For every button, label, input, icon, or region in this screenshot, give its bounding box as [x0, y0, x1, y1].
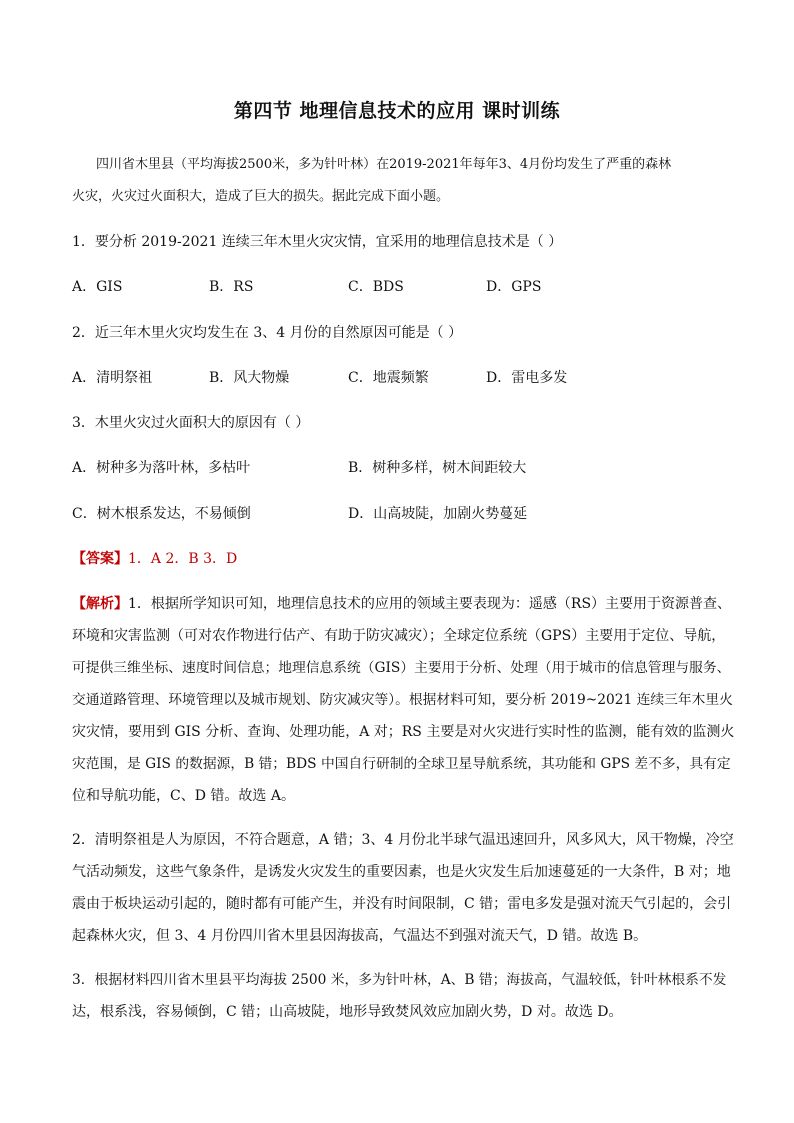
analysis-p1-line-3: 可提供三维坐标、速度时间信息；地理信息系统（GIS）主要用于分析、处理（用于城市的信息管理与服务、	[72, 660, 731, 676]
question-3-option-b: B．树种多样，树木间距较大	[348, 460, 527, 476]
analysis-line-1	[72, 594, 732, 614]
question-2-option-c: C．地震频繁	[348, 370, 429, 386]
question-3-option-c: C．树木根系发达，不易倾倒	[72, 506, 251, 522]
analysis-p1-line-5: 灾灾情，要用到 GIS 分析、查询、处理功能，A 对；RS 主要是对火灾进行实时性的监测，能有效的监测火	[72, 724, 735, 740]
analysis-p3-line-1: 3．根据材料四川省木里县平均海拔 2500 米，多为针叶林，A、B 错；海拔高，气温较低，针叶林根系不发	[72, 972, 727, 988]
analysis-p1-line-1: 1．根据所学知识可知，地理信息技术的应用的领域主要表现为：遥感（RS）主要用于资源普查、	[128, 596, 732, 612]
question-1-option-a: A．GIS	[72, 279, 123, 295]
answer-label: 【答案】	[72, 551, 128, 567]
analysis-p2-line-4: 起森林火灾，但 3、4 月份四川省木里县因海拔高，气温达不到强对流天气，D 错。故选 B。	[72, 928, 648, 944]
question-2-option-a: A．清明祭祖	[72, 370, 153, 386]
analysis-label: 【解析】	[72, 596, 128, 612]
question-2-option-b: B．风大物燥	[209, 370, 290, 386]
question-3-option-d: D．山高坡陡，加剧火势蔓延	[348, 506, 528, 522]
question-3-stem: 3．木里火灾过火面积大的原因有（ ）	[72, 415, 310, 431]
question-3-option-a: A．树种多为落叶林，多枯叶	[72, 460, 251, 476]
analysis-p1-line-4: 交通道路管理、环境管理以及城市规划、防灾减灾等）。根据材料可知，要分析 2019~2021 连续三年木里火	[72, 692, 733, 708]
question-1-option-d: D．GPS	[486, 279, 542, 295]
intro-line-1: 四川省木里县（平均海拔2500米，多为针叶林）在2019-2021年每年3、4月份均发生了严重的森林	[96, 157, 672, 172]
analysis-p2-line-1: 2．清明祭祖是人为原因，不符合题意，A 错；3、4 月份北半球气温迅速回升，风多风大，风干物燥，冷空	[72, 832, 734, 848]
analysis-p2-line-2: 气活动频发，这些气象条件，是诱发火灾发生的重要因素，也是火灾发生后加速蔓延的一大条件，B 对；地	[72, 864, 731, 880]
analysis-p3-line-2: 达，根系浅，容易倾倒，C 错；山高坡陡，地形导致焚风效应加剧火势，D 对。故选 D。	[72, 1004, 623, 1020]
intro-line-2: 火灾，火灾过火面积大，造成了巨大的损失。据此完成下面小题。	[72, 189, 450, 204]
analysis-p1-line-2: 环境和灾害监测（可对农作物进行估产、有助于防灾减灾）；全球定位系统（GPS）主要用于定位、导航，	[72, 628, 726, 644]
analysis-p2-line-3: 震由于板块运动引起的，随时都有可能产生，并没有时间限制，C 错；雷电多发是强对流天气引起的，会引	[72, 896, 732, 912]
question-1-stem: 1．要分析 2019-2021 连续三年木里火灾灾情，宜采用的地理信息技术是（ ）	[72, 234, 563, 250]
analysis-p1-line-7: 位和导航功能，C、D 错。故选 A。	[72, 788, 295, 804]
answer-text: 1．A 2．B 3．D	[128, 551, 238, 567]
question-2-stem: 2．近三年木里火灾均发生在 3、4 月份的自然原因可能是（ ）	[72, 325, 463, 341]
question-1-option-c: C．BDS	[348, 279, 404, 295]
answer-row	[72, 549, 237, 569]
question-1-option-b: B．RS	[209, 279, 254, 295]
question-2-option-d: D．雷电多发	[486, 370, 568, 386]
analysis-p1-line-6: 灾范围，是 GIS 的数据源，B 错；BDS 中国自行研制的全球卫星导航系统，其功能和 GPS 差不多，具有定	[72, 756, 731, 772]
page-title: 第四节 地理信息技术的应用 课时训练	[233, 100, 561, 122]
